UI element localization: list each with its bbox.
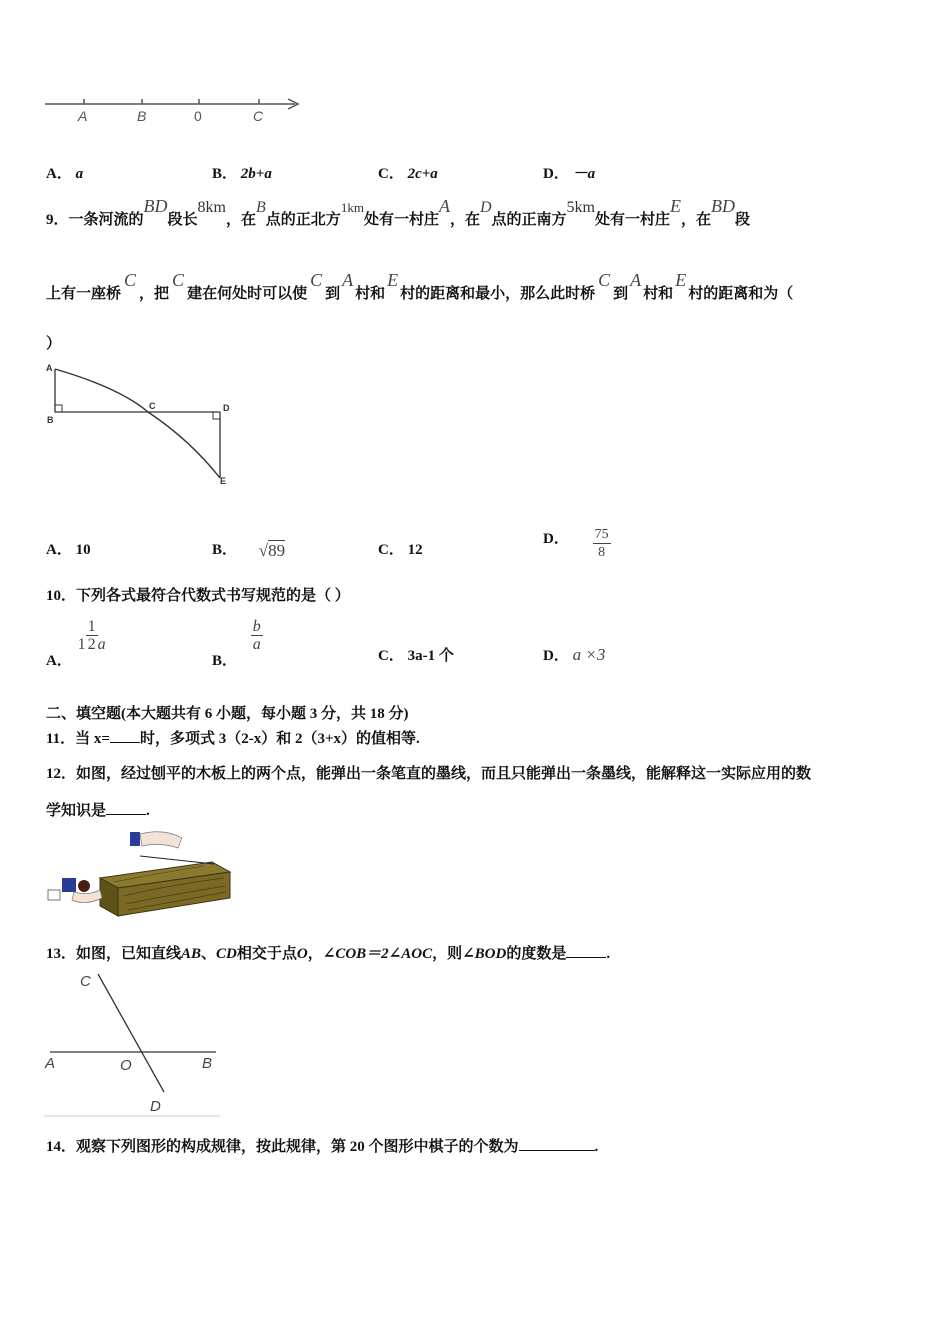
q12-line1: 12．如图，经过刨平的木板上的两个点，能弹出一条笔直的墨线，而且只能弹出一条墨线，能解释这一实际应用的数 (46, 766, 812, 782)
q11-question: 11．当 x= 时，多项式 3（2-x）和 2（3+x）的值相等. (46, 731, 420, 747)
q10-question: 10．下列各式最符合代数式书写规范的是（ ） (46, 588, 350, 604)
numberline-label-b: B (137, 108, 147, 124)
q10-option-b: B． $\frac{b}{a}$ (212, 618, 261, 669)
number-line-figure (40, 92, 310, 132)
q10-option-c: C． 3a-1 个 (378, 648, 454, 664)
q14-question: 14．观察下列图形的构成规律，按此规律，第 20 个图形中棋子的个数为 . (46, 1139, 599, 1155)
q14-answer-blank[interactable] (519, 1150, 595, 1151)
fig13-label-a: A (45, 1055, 56, 1072)
fig9-label-b: B (47, 415, 54, 425)
q8-option-b: B． 2b+a (212, 166, 272, 182)
q9-line1: 9．一条河流的BD段长8km，在B点的正北方1km处有一村庄A，在D点的正南方5km处有一村庄E，在BD段 (46, 196, 751, 228)
q9-option-a: A． 10 (46, 542, 91, 558)
fig9-label-a: A (46, 363, 53, 373)
fig13-label-o: O (120, 1057, 132, 1074)
q12-line2: 学知识是 . (46, 803, 150, 819)
fig9-label-e: E (220, 476, 227, 486)
numberline-label-zero: 0 (194, 108, 202, 124)
intersecting-lines-figure (40, 966, 230, 1122)
q13-question: 13．如图，已知直线AB、CD相交于点O，∠COB＝2∠AOC，则∠BOD的度数是 . (46, 946, 611, 962)
plank-figure (44, 826, 234, 922)
q9-line2: 上有一座桥C，把C建在何处时可以使C到A村和E村的距离和最小，那么此时桥C到A村和E村的距离和为（ (46, 270, 794, 302)
sqrt-89: √89 (258, 541, 286, 560)
q9-close-paren: ） (46, 336, 62, 352)
fig13-label-c: C (80, 973, 91, 990)
q8-option-c: C． 2c+a (378, 166, 438, 182)
bridge-figure (40, 360, 240, 490)
fig9-label-d: D (223, 403, 230, 413)
q9-option-b: B． √89 (212, 541, 286, 560)
q9-option-c: C． 12 (378, 542, 423, 558)
q11-answer-blank[interactable] (110, 742, 140, 743)
numberline-label-a: A (78, 108, 88, 124)
fig13-label-b: B (202, 1055, 213, 1072)
fraction-75-8: $\frac{75}{8}$ (594, 527, 609, 560)
q10-option-d: D． a ×3 (543, 645, 606, 664)
section2-title: 二、填空题(本大题共有 6 小题，每小题 3 分，共 18 分) (46, 706, 409, 722)
fig13-label-d: D (150, 1098, 161, 1115)
q8-option-d: D． －a (543, 166, 596, 182)
fig9-label-c: C (149, 401, 156, 411)
numberline-label-c: C (253, 108, 264, 124)
q8-option-a: A． a (46, 166, 84, 182)
q10-option-a: A． 1 $\frac{1}{2}$ a (46, 618, 106, 669)
q9-option-d: D． $\frac{75}{8}$ (543, 527, 609, 560)
q13-answer-blank[interactable] (566, 957, 606, 958)
q12-answer-blank[interactable] (106, 814, 146, 815)
